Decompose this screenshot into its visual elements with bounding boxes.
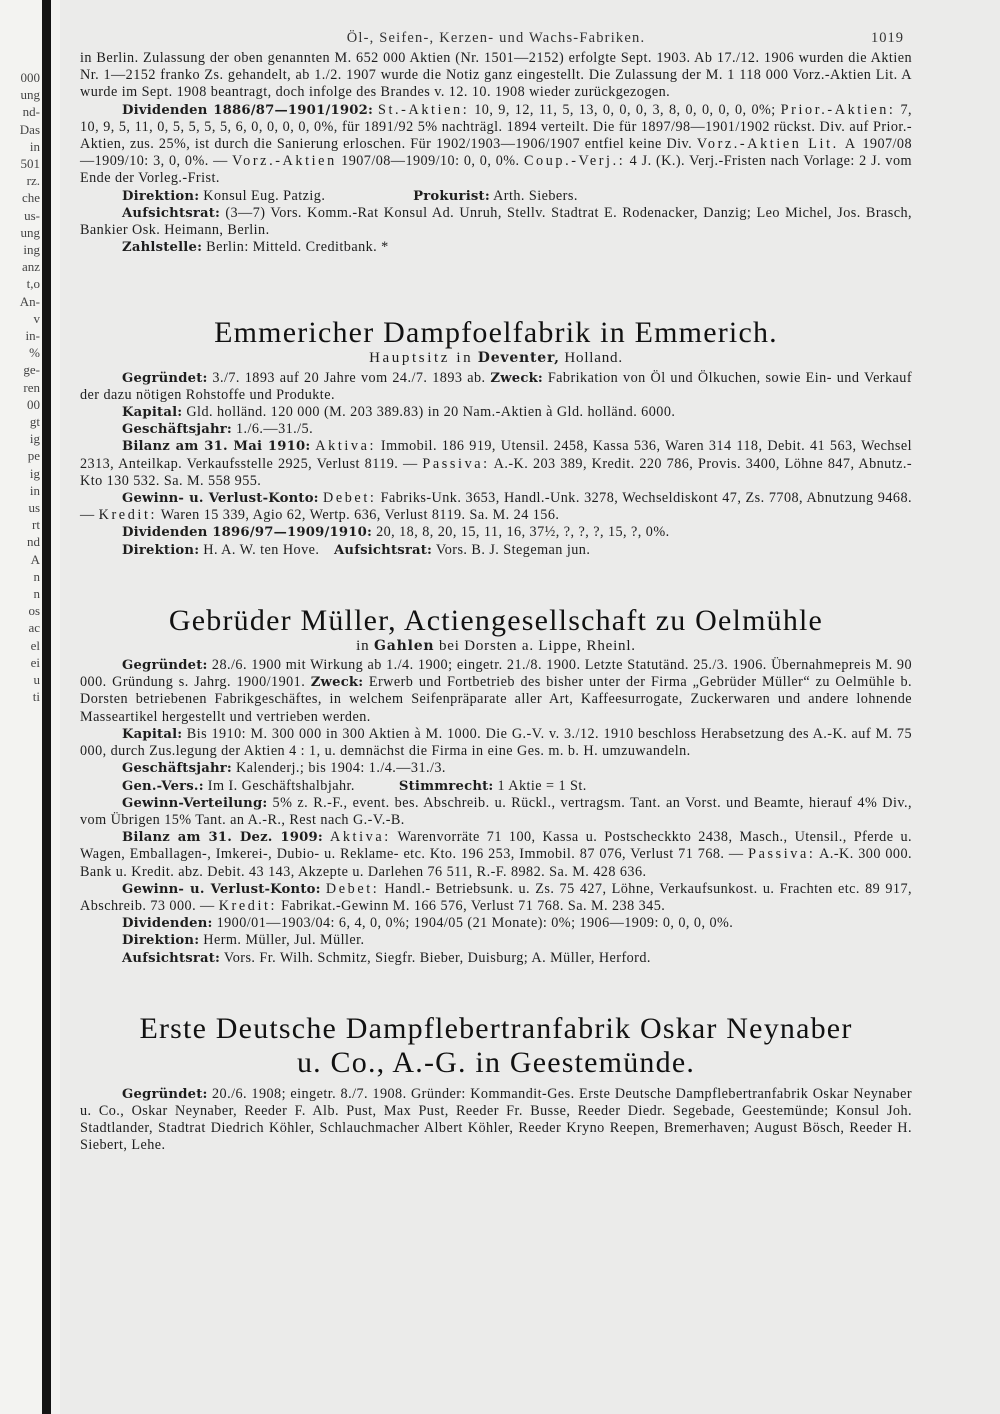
preference-lit-a-dividends: 1907/08—1909/10: 3, 0, 0%. [80,136,913,170]
page-number: 1019 [871,30,904,46]
dividends-paragraph: Dividenden 1886/87—1901/1902: St.-Aktien: 10, 9, 12, 11, 5, 13, 0, 0, 0, 3, 8, 0, 0, 0, 0, 0%; Prior.-Aktien: 7, 10, 9, 5, 11, 0, 5, 5, 5, 5, 6, 0, 0, 0, 0, 0%, für 1891/92 5% nachträgl. 1894 verteilt. Die für 1897/98—1901/1902 rückst. Div. auf Prior.-Aktien, zus. 25%, ist durch die Sanierung erloschen. Für 1902/1903—1906/1907 entfiel keine Div. Vorz.-Aktien Lit. A 1907/08—1909/10: 3, 0, 0%. — Vorz.-Aktien 1907/08—1909/10: 0, 0, 0%. Coup.-Verj.: 4 J. (K.). Verj.-Fristen nach Vorlage: 2 J. vom Ende der Vorleg.-Frist. [80,101,913,187]
fiscal-year [80,421,912,438]
page-content [80,30,912,1155]
aktiva-label: Aktiva: [315,438,377,455]
gutter-fragment: in [29,138,40,154]
gegruendet-label: Gegründet: [122,658,208,674]
gutter-fragment: ung [20,87,40,103]
passiva-label: Passiva: [748,846,816,863]
debet-label: Debet: [323,490,377,507]
geschaeftsjahr-label: Geschäftsjahr: [122,422,232,438]
gen-vers-label: Gen.-Vers.: [122,778,204,794]
gutter-fragment: % [29,345,40,361]
gegruendet-value: 28./6. 1900 mit Wirkung ab 1./4. 1900; eingetr. 21./8. 1900. Letzte Statutänd. 25./3. 1906. Übernahmepreis M. 90 000. Gründung s. Jahrg. 1900/1901. [80,657,912,691]
gutter-fragment: 00 [27,396,40,412]
coupon-text: 4 J. (K.). Verj.-Fristen nach Vorlage: 2 J. vom Ende der Vorleg.-Frist. [80,153,913,187]
coupon-label: Coup.-Verj.: [523,153,626,170]
gegruendet-label: Gegründet: [122,1086,208,1102]
profit-loss [80,881,912,915]
direktion-value: Konsul Eug. Patzig. [203,187,326,204]
gutter-fragment: anz [21,259,40,275]
preference-lit-a-label: Vorz.-Aktien Lit. A [696,136,858,153]
passiva-value: A.-K. 300 000. Bank u. Kredit. abz. Debit. 43 143, Akzepte u. Darlehen 76 511, R.-F. 8982. Sa. M. 428 636. [80,846,913,880]
running-header [80,30,912,50]
gutter-fragment: u [33,672,40,687]
management-line [80,542,912,559]
direktion-value: Herm. Müller, Jul. Müller. [203,932,365,949]
capital [80,726,912,760]
gutter-fragment: rt [32,517,40,533]
gutter-fragment: nd- [22,104,40,120]
stock-shares-label: St.-Aktien: [378,101,470,118]
geschaeftsjahr-value: Kalenderj.; bis 1904: 1./4.—31./3. [235,760,446,777]
seat-suffix: bei Dorsten a. Lippe, Rheinl. [438,637,636,654]
section-gap [80,256,912,316]
gen-vers-value: Im I. Geschäftshalbjahr. [207,777,355,794]
gutter-fragment: gt [29,414,40,429]
dividends [80,524,912,541]
dividenden-label: Dividenden 1896/97—1909/1910: [122,525,373,541]
priority-shares-label: Prior.-Aktien: [780,101,896,118]
balance-sheet [80,829,912,881]
management [80,932,912,949]
founding-purpose [80,370,912,404]
kapital-value: Bis 1910: M. 300 000 in 300 Aktien à M. 1000. Die G.-V. v. 3./12. 1910 beschloss Herabsetzung des A.-K. auf M. 75 000, durch Zus.legung der Aktien 4 : 1, u. demnächst die Firma in eine Ges. m. b. H. umzuwandeln. [80,725,913,760]
management-line [80,188,912,205]
guv-label: Gewinn- u. Verlust-Konto: [122,491,319,507]
seat-suffix: Holland. [564,350,623,367]
founding [80,1086,912,1155]
entry-gebrueder-mueller [80,604,912,967]
gutter-fragment: in [29,482,40,498]
supervisory-board [80,950,912,967]
debet-value: Handl.- Betriebsunk. u. Zs. 75 427, Löhne, Verkaufsunkost. u. Frachten etc. 89 917, Abschreib. 73 000. — [80,880,912,914]
aktiva-value: Immobil. 186 919, Utensil. 2458, Kassa 536, Waren 314 118, Debit. 41 563, Wechsel 2313, Anteilkap. Verkaufsstelle 2925, Verlust 8119. — [80,438,913,472]
aktiva-value: Warenvorräte 71 100, Kassa u. Postscheckkto 2438, Masch., Utensil., Pferde u. Wagen, Emballagen-, Imkerei-, Dubio- u. Reklame- etc. Kto. 196 253, Immobil. 87 076, Verlust 71 768. — [80,829,913,863]
stock-shares-dividends: 10, 9, 12, 11, 5, 13, 0, 0, 0, 3, 8, 0, 0, 0, 0, 0%; [474,101,776,118]
profit-loss [80,490,912,524]
kapital-label: Kapital: [122,405,183,421]
aufsichtsrat-value: (3—7) Vors. Komm.-Rat Konsul Ad. Unruh, Stellv. Stadtrat E. Rodenacker, Danzig; Leo Michel, Jos. Brasch, Bankier Osk. Heimann, Berlin. [80,204,913,239]
debet-value: Fabriks-Unk. 3653, Handl.-Unk. 3278, Wechseldiskont 47, Zs. 7708, Abnutzung 9468. — [80,490,912,524]
section-gap [80,559,912,604]
gegruendet-value: 3./7. 1893 auf 20 Jahre vom 24./7. 1893 ab. [212,369,486,386]
aufsichtsrat-label: Aufsichtsrat: [122,205,221,221]
aufsichtsrat-label: Aufsichtsrat: [122,950,221,966]
priority-shares-dividends: 7, 10, 9, 5, 11, 0, 5, 5, 5, 5, 6, 0, 0, 0, 0, 0%, für 1891/92 5% nachträgl. 1894 verteilt. Die für 1897/98—1901/1902 rückst. Div. auf Prior.-Aktien, zus. 25%, ist durch die Sanierung erloschen. Für 1902/1903—1906/1907 entfiel keine Div. [80,101,912,153]
gutter-fragment: us- [24,207,40,223]
gutter-fragment: A [30,551,40,567]
gutter-fragment: v [33,310,40,326]
binding-shadow [42,0,51,1414]
seat-city: Deventer, [477,350,560,367]
paying-agent [80,239,912,256]
dividenden-value: 1900/01—1903/04: 6, 4, 0, 0%; 1904/05 (21 Monate): 0%; 1906—1909: 0, 0, 0, 0%. [216,915,734,932]
supervisory-board [80,205,912,239]
gutter-fragment: el [30,637,40,653]
company-title: Gebrüder Müller, Actiengesellschaft zu Oelmühle [168,603,824,637]
balance-sheet [80,438,912,490]
gutter-fragment: ig [29,465,40,481]
bilanz-label: Bilanz am 31. Mai 1910: [122,439,311,455]
stimmrecht-label: Stimmrecht: [398,778,494,794]
zweck-label: Zweck: [310,675,364,691]
zahlstelle-value: Berlin: Mitteld. Creditbank. * [206,239,389,256]
preference-shares-dividends: 1907/08—1909/10: 0, 0, 0%. [341,153,520,170]
gutter-fragment: t,o [26,276,40,292]
gutter-fragment: pe [27,448,40,464]
seat-prefix: in [356,637,370,654]
gutter-fragment: n [33,568,40,584]
gegruendet-label: Gegründet: [122,370,208,386]
direktion-label: Direktion: [122,188,200,204]
kapital-value: Gld. holländ. 120 000 (M. 203 389.83) in 20 Nam.-Aktien à Gld. holländ. 6000. [186,404,676,421]
gutter-fragment: nd [27,534,40,550]
gewinn-verteilung-value: 5% z. R.-F., event. bes. Abschreib. u. Rückl., vertragsm. Tant. an Vorst. und Beamte, hierauf 4% Div., vom Übrigen 15% Tant. an A.-R., Rest nach G.-V.-B. [80,794,913,828]
entry-emmericher [80,316,912,558]
entry-neynaber [80,1012,912,1155]
zweck-value: Fabrikation von Öl und Ölkuchen, sowie Ein- und Verkauf der dazu nötigen Rohstoffe und Produkte. [80,369,912,403]
gewinn-verteilung-label: Gewinn-Verteilung: [122,795,268,811]
passiva-value: A.-K. 203 389, Kredit. 220 786, Provis. 3400, Löhne 847, Abnutz.-Kto 130 532. Sa. M. 558 955. [80,455,913,489]
gutter-fragment: n [33,586,40,601]
kredit-value: Fabrikat.-Gewinn M. 166 576, Verlust 71 768. Sa. M. 238 345. [281,897,666,914]
aktiva-label: Aktiva: [330,829,391,846]
direktion-value: H. A. W. ten Hove. [203,541,320,558]
running-title: Öl-, Seifen-, Kerzen- und Wachs-Fabriken. [346,30,646,46]
gegruendet-value: 20./6. 1908; eingetr. 8./7. 1908. Gründer: Kommandit-Ges. Erste Deutsche Dampflebertranfabrik Oskar Neynaber u. Co., Oskar Neynaber, Reeder F. Alb. Pust, Max Pust, Reeder Fr. Busse, Reeder Diedr. Segebade, Geestemünde; Konsul Joh. Stadtlander, Stadtrat Diedrich Köhler, Schlauchmacher Albert Köhler, Reeder Kryno Reepen, Bremerhaven; August Bösch, Reeder H. Siebert, Lehe. [80,1085,912,1154]
gutter-fragment: ung [20,224,40,240]
gutter-fragment: 000 [20,70,40,85]
listing-note: in Berlin. Zulassung der oben genannten M. 652 000 Aktien (Nr. 1501—2152) erfolgte Sept. 1903. Ab 17./12. 1906 wurden die Aktien Nr. 1—2152 franko Zs. gehandelt, ab 1./2. 1907 wurde die Notiz ganz eingestellt. Die Zulassung der M. 1 118 000 Vorz.-Aktien Lit. A wurde im Sept. 1908 beantragt, doch infolge des Brandes v. 12. 10. 1908 wieder zurückgezogen. [80,50,912,101]
gutter-fragment: ig [29,431,40,447]
kredit-label: Kredit: [98,507,158,524]
stimmrecht-value: 1 Aktie = 1 St. [497,777,587,794]
geschaeftsjahr-value: 1./6.—31./5. [235,421,314,438]
gutter-fragment: ei [30,654,40,670]
gutter-fragment: che [21,190,40,206]
zahlstelle-label: Zahlstelle: [122,240,203,256]
direktion-label: Direktion: [122,933,200,949]
geschaeftsjahr-label: Geschäftsjahr: [122,761,232,777]
zweck-label: Zweck: [490,370,543,386]
dividenden-value: 20, 18, 8, 20, 15, 11, 16, 37½, ?, ?, ?, 15, ?, 0%. [376,524,670,541]
gutter-fragment: ac [28,620,40,636]
prokurist-value: Arth. Siebers. [493,187,578,204]
zweck-value: Erwerb und Fortbetrieb des bisher unter der Firma „Gebrüder Müller“ zu Oelmühle b. Dorsten betriebenen Fabrikgeschäftes, in welchem Seifenpräparate aller Art, Kaffeesurrogate, Zuckerwaren und andere lohnende Masseartikel hergestellt und vertrieben werden. [80,674,912,725]
fiscal-year [80,760,912,777]
gutter-fragment: ren [23,379,40,395]
gutter-fragment: us [28,500,40,515]
founding-purpose [80,657,912,726]
dividends [80,915,912,932]
kapital-label: Kapital: [122,726,183,742]
aufsichtsrat-label: Aufsichtsrat: [334,542,433,558]
gutter-fragment: rz. [26,173,40,189]
gutter-fragment: An- [19,293,40,309]
company-title: Emmericher Dampfoelfabrik in Emmerich. [214,316,778,350]
aufsichtsrat-value: Vors. Fr. Wilh. Schmitz, Siegfr. Bieber, Duisburg; A. Müller, Herford. [223,949,651,966]
aufsichtsrat-value: Vors. B. J. Stegeman jun. [435,541,591,558]
gutter-fragment: os [28,603,40,619]
bilanz-label: Bilanz am 31. Dez. 1909: [122,830,323,846]
section-gap [80,967,912,1012]
capital [80,404,912,421]
gutter-fragment: ge- [23,362,40,378]
general-meeting [80,778,912,795]
company-seat [80,350,912,367]
company-seat [80,638,912,655]
direktion-label: Direktion: [122,542,200,558]
seat-prefix: Hauptsitz in [369,350,474,367]
gutter-fragment: in- [25,328,40,343]
guv-label: Gewinn- u. Verlust-Konto: [122,881,321,897]
kredit-label: Kredit: [218,897,278,914]
passiva-label: Passiva: [422,455,490,472]
company-title-line-1: Erste Deutsche Dampflebertranfabrik Oskar Neynaber [139,1011,853,1045]
gutter-fragment: ti [32,689,40,705]
gutter-fragment: 501 [20,156,40,171]
gutter-fragment: ing [23,242,40,257]
prokurist-label: Prokurist: [413,188,490,204]
debet-label: Debet: [325,880,380,897]
entry-continued [80,50,912,256]
gutter-fragment: Das [19,121,40,137]
profit-distribution [80,795,912,829]
kredit-value: Waren 15 339, Agio 62, Wertp. 636, Verlust 8119. Sa. M. 24 156. [160,507,560,524]
company-title-line-2: u. Co., A.-G. in Geestemünde. [296,1045,696,1079]
preference-shares-label: Vorz.-Aktien [232,153,337,170]
dividends-label: Dividenden 1886/87—1901/1902: [122,102,374,118]
dividenden-label: Dividenden: [122,916,213,932]
seat-city: Gahlen [373,637,435,654]
